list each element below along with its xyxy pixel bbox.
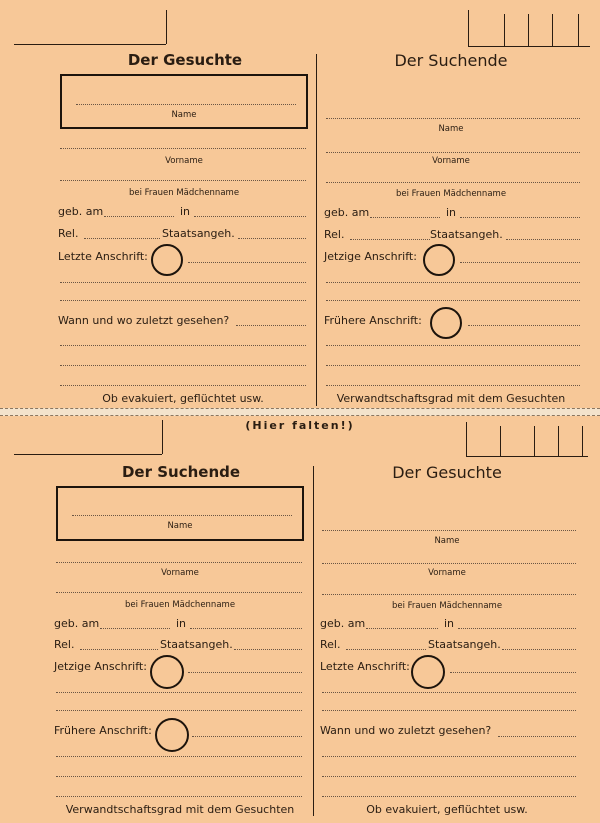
address-line[interactable]	[60, 300, 306, 301]
circle-mark	[151, 244, 183, 276]
circle-mark	[423, 244, 455, 276]
address2-line[interactable]	[326, 365, 580, 366]
maedchenname-field[interactable]	[56, 592, 302, 593]
fold-label: (Hier falten!)	[245, 419, 355, 432]
footer-caption: Verwandtschaftsgrad mit dem Gesuchten	[336, 392, 566, 405]
geb-label: geb. am	[58, 205, 104, 218]
circle-mark	[430, 307, 462, 339]
maedchenname-caption: bei Frauen Mädchenname	[391, 601, 503, 611]
vorname-field[interactable]	[60, 148, 306, 149]
question-line[interactable]	[60, 385, 306, 386]
rel-field[interactable]	[80, 649, 158, 650]
vorname-caption: Vorname	[165, 156, 203, 166]
address-label: Jetzige Anschrift:	[324, 250, 417, 263]
question-line[interactable]	[60, 365, 306, 366]
question-field[interactable]	[498, 736, 576, 737]
question-line[interactable]	[60, 345, 306, 346]
section-title: Der Suchende	[394, 51, 508, 70]
address-field[interactable]	[188, 262, 306, 263]
in-field[interactable]	[190, 628, 302, 629]
address-line[interactable]	[322, 692, 576, 693]
rel-label: Rel.	[54, 638, 75, 651]
address-line[interactable]	[322, 710, 576, 711]
address-line[interactable]	[56, 692, 302, 693]
bottom-left-corner-line	[14, 454, 162, 455]
stamp-divider	[534, 426, 535, 456]
name-field[interactable]	[322, 530, 576, 531]
address2-line[interactable]	[56, 796, 302, 797]
staat-field[interactable]	[502, 649, 576, 650]
top-left-corner-vline	[166, 10, 167, 44]
stamp-divider	[578, 14, 579, 46]
name-caption: Name	[167, 521, 193, 531]
question-line[interactable]	[322, 776, 576, 777]
circle-mark	[150, 655, 184, 689]
address-line[interactable]	[56, 710, 302, 711]
center-divider	[316, 54, 317, 406]
vorname-caption: Vorname	[428, 568, 466, 578]
in-field[interactable]	[194, 216, 306, 217]
maedchenname-caption: bei Frauen Mädchenname	[124, 600, 236, 610]
staat-field[interactable]	[506, 239, 580, 240]
address-field[interactable]	[450, 672, 576, 673]
footer-caption: Verwandtschaftsgrad mit dem Gesuchten	[65, 803, 295, 816]
staat-label: Staatsangeh.	[430, 228, 503, 241]
address2-line[interactable]	[326, 345, 580, 346]
vorname-field[interactable]	[322, 563, 576, 564]
rel-label: Rel.	[58, 227, 79, 240]
question-field[interactable]	[236, 325, 306, 326]
section-title: Der Gesuchte	[392, 463, 502, 482]
rel-label: Rel.	[324, 228, 345, 241]
name-caption: Name	[171, 110, 197, 120]
geb-field[interactable]	[366, 628, 438, 629]
address2-label: Frühere Anschrift:	[324, 314, 422, 327]
stamp-border-bottom	[466, 456, 588, 457]
geb-label: geb. am	[324, 206, 370, 219]
center-divider	[313, 466, 314, 816]
address-line[interactable]	[326, 282, 580, 283]
in-label: in	[444, 617, 455, 630]
footer-caption: Ob evakuiert, geflüchtet usw.	[366, 803, 528, 816]
staat-field[interactable]	[234, 649, 302, 650]
question-line[interactable]	[322, 796, 576, 797]
stamp-border-left	[468, 10, 469, 46]
address-label: Letzte Anschrift:	[320, 660, 410, 673]
in-label: in	[176, 617, 187, 630]
name-field[interactable]	[72, 515, 292, 516]
address2-field[interactable]	[192, 736, 302, 737]
stamp-divider	[552, 14, 553, 46]
footer-caption: Ob evakuiert, geflüchtet usw.	[102, 392, 264, 405]
fold-perforation	[0, 408, 600, 416]
address2-line[interactable]	[56, 756, 302, 757]
stamp-border-left	[466, 422, 467, 456]
vorname-field[interactable]	[56, 562, 302, 563]
stamp-divider	[500, 426, 501, 456]
address-line[interactable]	[60, 282, 306, 283]
rel-field[interactable]	[350, 239, 430, 240]
section-title: Der Suchende	[121, 463, 241, 481]
staat-label: Staatsangeh.	[160, 638, 233, 651]
rel-field[interactable]	[346, 649, 426, 650]
in-field[interactable]	[458, 628, 576, 629]
maedchenname-field[interactable]	[322, 594, 576, 595]
stamp-border-bottom	[468, 46, 590, 47]
name-field[interactable]	[326, 118, 580, 119]
address-field[interactable]	[460, 262, 580, 263]
address-line[interactable]	[326, 300, 580, 301]
circle-mark	[155, 718, 189, 752]
in-label: in	[446, 206, 457, 219]
geb-label: geb. am	[54, 617, 100, 630]
name-box	[56, 486, 304, 541]
address-field[interactable]	[188, 672, 302, 673]
in-label: in	[180, 205, 191, 218]
rel-label: Rel.	[320, 638, 341, 651]
maedchenname-field[interactable]	[60, 180, 306, 181]
maedchenname-field[interactable]	[326, 182, 580, 183]
name-field[interactable]	[76, 104, 296, 105]
address-label: Letzte Anschrift:	[58, 250, 148, 263]
question-label: Wann und wo zuletzt gesehen?	[320, 724, 492, 737]
address2-label: Frühere Anschrift:	[54, 724, 152, 737]
geb-field[interactable]	[370, 217, 440, 218]
stamp-divider	[528, 14, 529, 46]
staat-field[interactable]	[238, 238, 306, 239]
geb-field[interactable]	[104, 216, 174, 217]
geb-field[interactable]	[100, 628, 170, 629]
maedchenname-caption: bei Frauen Mädchenname	[128, 188, 240, 198]
address2-line[interactable]	[56, 776, 302, 777]
address2-field[interactable]	[468, 325, 580, 326]
question-line[interactable]	[322, 756, 576, 757]
geb-label: geb. am	[320, 617, 366, 630]
vorname-caption: Vorname	[161, 568, 199, 578]
staat-label: Staatsangeh.	[428, 638, 501, 651]
bottom-left-corner-vline	[162, 420, 163, 454]
address-label: Jetzige Anschrift:	[54, 660, 147, 673]
staat-label: Staatsangeh.	[162, 227, 235, 240]
question-label: Wann und wo zuletzt gesehen?	[58, 314, 230, 327]
stamp-divider	[504, 14, 505, 46]
name-caption: Name	[434, 536, 460, 546]
section-title: Der Gesuchte	[127, 51, 243, 69]
vorname-field[interactable]	[326, 152, 580, 153]
stamp-divider	[558, 426, 559, 456]
address2-line[interactable]	[326, 385, 580, 386]
rel-field[interactable]	[84, 238, 160, 239]
in-field[interactable]	[460, 217, 580, 218]
circle-mark	[411, 655, 445, 689]
name-box	[60, 74, 308, 129]
maedchenname-caption: bei Frauen Mädchenname	[395, 189, 507, 199]
stamp-divider	[582, 426, 583, 456]
vorname-caption: Vorname	[432, 156, 470, 166]
name-caption: Name	[438, 124, 464, 134]
top-left-corner-line	[14, 44, 166, 45]
